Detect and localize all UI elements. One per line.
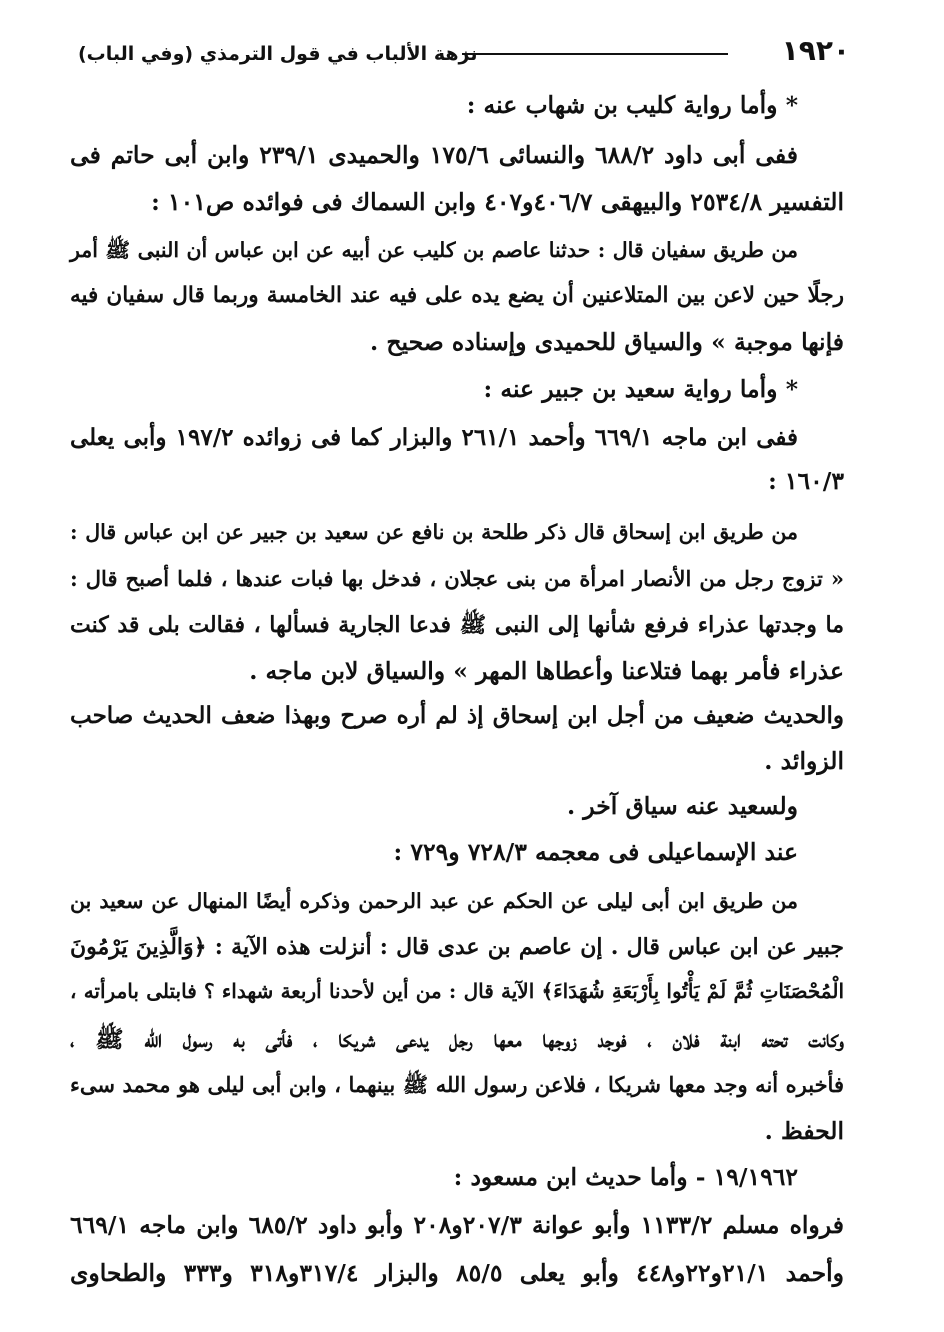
section-heading-ibn-masud: ١٩/١٩٦٢ - وأما حديث ابن مسعود : <box>453 1163 798 1191</box>
page-number: ١٩٢٠ <box>781 34 850 67</box>
section-heading-saeed: * وأما رواية سعيد بن جبير عنه : <box>483 375 798 403</box>
text-line: ما وجدتها عذراء فرفع شأنها إلى النبى ﷺ فدعا الجارية فسألها ، فقالت بلى قد كنت <box>70 612 844 638</box>
page-header <box>60 32 850 74</box>
text-line: التفسير ٢٥٣٤/٨ والبيهقى ٤٠٦/٧و٤٠٧ وابن السماك فى فوائده ص١٠١ : <box>151 188 844 216</box>
text-line: فإنها موجبة » والسياق للحميدى وإسناده صحيح . <box>370 328 844 356</box>
text-line: عذراء فأمر بهما فتلاعنا وأعطاها المهر » والسياق لابن ماجه . <box>249 657 844 685</box>
text-line: ولسعيد عنه سياق آخر . <box>566 792 798 820</box>
text-line: ففى ابن ماجه ٦٦٩/١ وأحمد ٢٦١/١ والبزار كما فى زوائده ١٩٧/٢ وأبى يعلى <box>70 424 798 451</box>
text-line: والحديث ضعيف من أجل ابن إسحاق إذ لم أره صرح وبهذا ضعف الحديث صاحب <box>70 702 844 729</box>
text-line: وأحمد ٢١/١و٢٢و٤٤٨ وأبو يعلى ٨٥/٥ والبزار ٣١٧/٤و٣١٨ و٣٣٣ والطحاوى <box>70 1259 844 1287</box>
text-line: « تزوج رجل من الأنصار امرأة من بنى عجلان ، فدخل بها فبات عندها ، فلما أصبح قال : <box>70 566 844 591</box>
text-line: من طريق سفيان قال : حدثنا عاصم بن كليب عن أبيه عن ابن عباس أن النبى ﷺ أمر <box>70 238 798 262</box>
text-line: عند الإسماعيلى فى معجمه ٧٢٨/٣ و٧٢٩ : <box>393 838 798 866</box>
text-line: الْمُحْصَنَاتِ ثُمَّ لَمْ يَأْتُوا بِأَرْبَعَةِ شُهَدَاءَ﴾ الآية قال : من أين لأحدنا أربعة شهداء ؟ فابتلى بامرأته ، <box>70 979 844 1003</box>
text-line: جبير عن ابن عباس قال . إن عاصم بن عدى قال : أنزلت هذه الآية : ﴿وَالَّذِينَ يَرْمُونَ <box>70 934 844 960</box>
text-line: فرواه مسلم ١١٣٣/٢ وأبو عوانة ٢٠٧/٣و٢٠٨ وأبو داود ٦٨٥/٢ وابن ماجه ٦٦٩/١ <box>70 1211 844 1239</box>
section-heading-kulaib: * وأما رواية كليب بن شهاب عنه : <box>466 91 798 119</box>
running-title: نزهة الألباب في قول الترمذي (وفي الباب) <box>78 43 478 65</box>
text-line: وكانت تحته ابنة فلان ، فوجد زوجها معها رجل يدعى شريكا ، فأتى به رسول الله ﷺ ، <box>70 1025 844 1053</box>
text-line: فأخبره أنه وجد معها شريكا ، فلاعن رسول الله ﷺ بينهما ، وابن أبى ليلى هو محمد سىء <box>70 1072 844 1097</box>
text-line: ١٦٠/٣ : <box>768 467 844 495</box>
text-line: الحفظ . <box>764 1117 844 1145</box>
text-line: من طريق ابن إسحاق قال ذكر طلحة بن نافع عن سعيد بن جبير عن ابن عباس قال : <box>70 520 798 544</box>
text-line: رجلًا حين لاعن بين المتلاعنين أن يضع يده على فيه عند الخامسة وربما قال سفيان فيه <box>70 283 844 308</box>
text-line: من طريق ابن أبى ليلى عن الحكم عن عبد الرحمن وذكره أيضًا المنهال عن سعيد بن <box>70 889 798 913</box>
text-line: ففى أبى داود ٦٨٨/٢ والنسائى ١٧٥/٦ والحميدى ٢٣٩/١ وابن أبى حاتم فى <box>70 141 798 169</box>
text-line: الزوائد . <box>764 747 844 775</box>
header-rule <box>462 53 728 55</box>
